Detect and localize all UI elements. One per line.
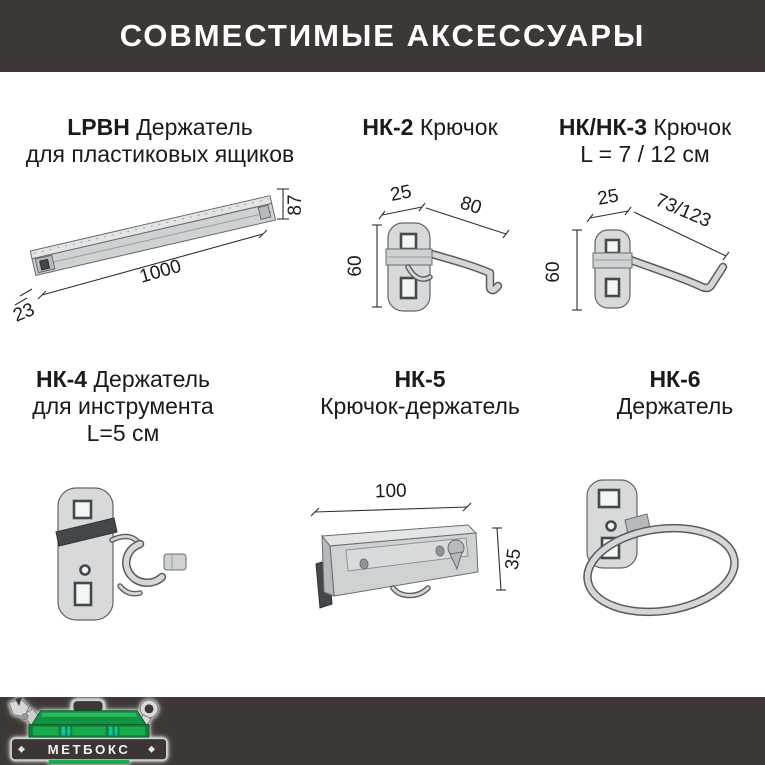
hook-arm (428, 253, 498, 290)
plate-slot-bottom (75, 583, 91, 605)
dimension-height (492, 528, 525, 590)
header-bar (0, 0, 765, 72)
dimension-height (543, 230, 582, 310)
plate-slot-top (74, 501, 91, 518)
product-title-hk6 (575, 366, 765, 420)
toolbox-icon (29, 700, 149, 737)
product-code: НК/НК-3 (558, 114, 647, 140)
dim-label-height: 60 (543, 261, 564, 283)
dimension-length (311, 480, 471, 516)
holder-body (316, 525, 478, 608)
title-line2: L = 7 / 12 см (580, 141, 710, 167)
hk2-hook-drawing (345, 181, 513, 325)
product-title-hk4 (13, 366, 233, 447)
metbox-logo (5, 697, 168, 763)
product-card-lpbh (10, 114, 310, 168)
dim-label-height: 35 (501, 547, 526, 572)
product-card-hk2 (340, 114, 520, 141)
product-name: Держатель (616, 393, 734, 419)
title-line1 (13, 366, 233, 393)
logo-base-bar (49, 760, 130, 764)
lpbh-rail-drawing (12, 176, 317, 326)
product-name: Крючок (653, 114, 732, 140)
tool-clip (112, 536, 186, 593)
product-card-hk6 (575, 366, 765, 420)
product-card-hk5 (285, 366, 555, 420)
dim-label-height: 60 (345, 255, 366, 277)
retainer-bracket (593, 253, 632, 268)
product-code: НК-2 (362, 114, 414, 140)
title-line1 (10, 114, 310, 141)
dimension-width (587, 185, 631, 222)
product-card-hk3 (535, 114, 755, 168)
title-line3: L=5 см (86, 420, 160, 446)
dimension-length (426, 193, 509, 238)
brand-name: МЕТБОКС (47, 742, 131, 758)
hk3-hook-drawing (540, 185, 740, 325)
page-title: СОВМЕСТИМЫЕ АКСЕССУАРЫ (119, 18, 646, 53)
dimension-depth (10, 289, 37, 327)
plate-slot-top (606, 240, 619, 253)
dimension-height (345, 225, 382, 307)
dim-label-length: 1000 (137, 255, 184, 288)
dimension-height (277, 189, 306, 219)
title-line1 (535, 114, 755, 141)
dim-label-length: 80 (457, 192, 484, 220)
plate-hole (607, 522, 616, 531)
product-name: Держатель (93, 366, 211, 392)
hk5-holder-drawing (298, 476, 533, 611)
hook-arm (628, 259, 723, 288)
product-title-hk2 (340, 114, 520, 141)
plate-slot-top (401, 234, 416, 249)
product-name: Крючок (419, 114, 498, 140)
hk6-holder-drawing (562, 470, 762, 618)
product-name: Держатель (136, 114, 253, 140)
dimension-width (379, 181, 425, 219)
product-code: НК-4 (35, 366, 88, 392)
product-code: LPBH (67, 114, 130, 140)
product-code: НК-5 (394, 366, 446, 392)
title-line2: для пластиковых ящиков (25, 141, 295, 167)
title-line2: для инструмента (32, 393, 214, 419)
hk4-holder-drawing (22, 480, 207, 628)
brand-plaque (11, 738, 167, 760)
product-title-hk5 (285, 366, 555, 420)
plate-slot-top (599, 490, 619, 507)
title-line1 (575, 366, 765, 393)
product-card-hk4 (13, 366, 233, 447)
product-title-lpbh (10, 114, 310, 168)
title-line1 (285, 366, 555, 393)
product-name: Крючок-держатель (320, 393, 520, 419)
dimension-length (634, 190, 729, 260)
dim-label-length: 100 (374, 480, 408, 503)
dim-label-width: 25 (388, 181, 414, 206)
dim-label-width: 25 (595, 185, 621, 210)
plate-slot-bottom (401, 278, 416, 298)
dim-label-depth: 23 (10, 299, 38, 327)
plate-hole (81, 566, 90, 575)
product-code: НК-6 (649, 366, 701, 392)
plate-slot-bottom (606, 279, 619, 296)
product-title-hk3 (535, 114, 755, 168)
dim-label-height: 87 (285, 194, 306, 216)
dim-label-length: 73/123 (652, 189, 715, 232)
title-line1 (340, 114, 520, 141)
